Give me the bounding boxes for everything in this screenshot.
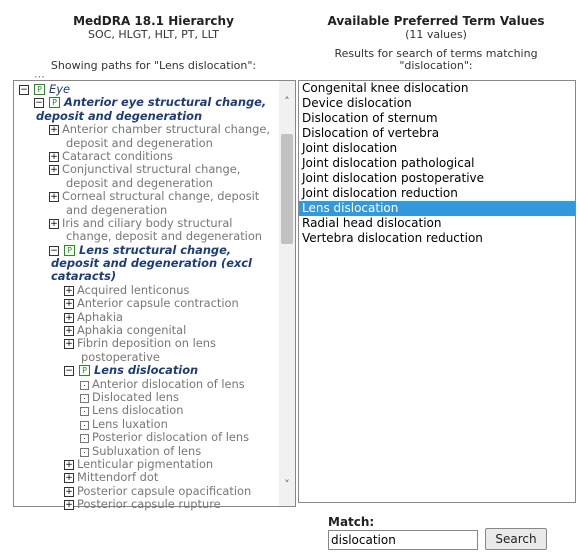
tree-row[interactable] [14,123,279,136]
expand-icon[interactable]: + [50,151,58,162]
hierarchy-tree-panel[interactable] [13,70,296,512]
primary-path-badge: P [64,245,75,256]
tree-row [14,270,279,283]
expand-icon[interactable]: + [65,500,73,511]
tree-node-label: deposit and degeneration [66,175,213,190]
tree-node-label: cataracts) [51,269,117,284]
scroll-thumb[interactable] [281,134,293,244]
tree-row[interactable] [14,337,279,350]
collapse-icon[interactable]: − [50,245,58,256]
tree-node-label[interactable]: Corneal structural change, deposit [62,189,260,204]
tree-node-label[interactable]: Anterior dislocation of lens [92,376,245,391]
tree-row[interactable] [14,96,279,109]
tree-node-label[interactable]: Aphakia [77,309,123,324]
tree-node-label[interactable]: Lens luxation [92,416,168,431]
search-button[interactable]: Search [485,528,547,550]
list-item[interactable]: Dislocation of vertebra [302,126,440,140]
expand-icon[interactable]: + [65,285,73,296]
primary-path-badge: P [79,365,90,376]
tree-node-label: deposit and degeneration (excl [51,256,252,271]
expand-icon[interactable]: + [50,218,58,229]
tree-node-label[interactable]: Conjunctival structural change, [62,162,241,177]
tree-node-label[interactable]: Posterior capsule opacification [77,483,252,498]
tree-row[interactable] [14,163,279,176]
tree-node-label[interactable]: Subluxation of lens [92,443,202,458]
tree-row[interactable] [14,471,279,484]
hierarchy-subtitle: SOC, HLGT, HLT, PT, LLT [88,28,219,41]
tree-row[interactable] [14,190,279,203]
tree-node-label[interactable]: Anterior chamber structural change, [62,122,270,137]
preferred-terms-list[interactable] [298,80,576,503]
tree-node-label: postoperative [81,349,160,364]
list-item[interactable]: Joint dislocation reduction [302,186,458,200]
tree-row[interactable] [14,404,279,417]
tree-row[interactable] [14,391,279,404]
hierarchy-title: MedDRA 18.1 Hierarchy [73,14,234,28]
tree-row[interactable] [14,284,279,297]
expand-icon[interactable]: + [50,165,58,176]
tree-row[interactable] [14,83,279,96]
chevron-up-icon[interactable]: ˄ [284,95,290,108]
collapse-icon[interactable]: − [65,366,73,377]
tree-row [14,110,279,123]
tree-node-label[interactable]: Dislocated lens [92,389,179,404]
list-item[interactable]: Joint dislocation [302,141,398,155]
tree-row[interactable] [14,297,279,310]
tree-row [14,137,279,150]
list-item[interactable]: Dislocation of sternum [302,111,438,125]
list-item[interactable]: Vertebra dislocation reduction [302,231,483,245]
tree-row[interactable] [14,217,279,230]
tree-node-label: deposit and degeneration [66,135,213,150]
tree-node-label: deposit and degeneration [36,108,203,123]
tree-node-label[interactable]: Lenticular pigmentation [77,456,214,471]
list-item[interactable]: Congenital knee dislocation [302,81,469,95]
tree-row[interactable] [14,498,279,511]
tree-row[interactable] [14,445,279,458]
chevron-down-icon[interactable]: ˅ [284,478,290,491]
tree-row [14,204,279,217]
tree-node-label[interactable]: Lens dislocation [92,403,184,418]
expand-icon[interactable]: + [65,312,73,323]
tree-row [14,351,279,364]
tree-scrollbar[interactable] [279,81,295,506]
tree-row[interactable] [14,150,279,163]
leaf-term-icon [80,421,89,430]
hierarchy-tree [14,70,279,512]
expand-icon[interactable]: + [65,339,73,350]
tree-node-label[interactable]: Lens structural change, [79,242,232,257]
tree-node-label[interactable]: Eye [49,82,70,96]
expand-icon[interactable]: + [50,192,58,203]
expand-icon[interactable]: + [65,459,73,470]
match-label: Match: [328,515,375,529]
tree-node-label[interactable]: Mittendorf dot [77,470,159,485]
tree-row[interactable] [14,324,279,337]
leaf-term-icon [80,434,89,443]
leaf-term-icon [80,407,89,416]
leaf-term-icon [80,394,89,403]
results-text-line2: "dislocation": [399,59,473,72]
values-count: (11 values) [405,28,467,41]
list-item[interactable]: Device dislocation [302,96,412,110]
tree-node-label[interactable]: Aphakia congenital [77,323,187,338]
tree-row[interactable] [14,244,279,257]
tree-row[interactable] [14,364,279,377]
tree-node-label[interactable]: Anterior capsule contraction [77,296,239,311]
list-item[interactable]: Radial head dislocation [302,216,442,230]
tree-row [14,230,279,243]
tree-top-cut: ··· [34,70,45,84]
expand-icon[interactable]: + [50,125,58,136]
leaf-term-icon [80,448,89,457]
tree-node-label[interactable]: Iris and ciliary body structural [62,215,233,230]
showing-paths-text: Showing paths for "Lens dislocation": [50,59,257,72]
tree-row[interactable] [14,458,279,471]
tree-node-label[interactable]: Acquired lenticonus [77,282,190,297]
tree-row[interactable] [14,485,279,498]
tree-node-label[interactable]: Posterior dislocation of lens [92,430,250,445]
tree-row[interactable] [14,418,279,431]
collapse-icon[interactable]: − [35,98,43,109]
list-item[interactable]: Lens dislocation [299,201,575,216]
tree-row[interactable] [14,431,279,444]
tree-row [14,257,279,270]
tree-row[interactable] [14,378,279,391]
match-input[interactable] [328,530,478,550]
tree-node-label: change, deposit and degeneration [66,229,263,244]
expand-icon[interactable]: + [65,473,73,484]
expand-icon[interactable]: + [65,299,73,310]
results-text-line1: Results for search of terms matching [334,47,538,60]
tree-node-label[interactable]: Posterior capsule rupture [77,497,221,512]
tree-node-label[interactable]: Cataract conditions [62,148,173,163]
leaf-term-icon [80,381,89,390]
tree-node-label: and degeneration [66,202,168,217]
expand-icon[interactable]: + [65,486,73,497]
list-item[interactable]: Joint dislocation postoperative [302,171,485,185]
tree-node-label[interactable]: Anterior eye structural change, [64,95,267,110]
tree-row[interactable] [14,311,279,324]
tree-row [14,177,279,190]
list-item[interactable]: Joint dislocation pathological [302,156,475,170]
primary-path-badge: P [49,97,60,108]
collapse-icon[interactable]: − [20,85,28,95]
primary-path-badge: P [34,84,45,95]
available-values-title: Available Preferred Term Values [327,14,545,28]
tree-node-label[interactable]: Lens dislocation [94,363,199,378]
expand-icon[interactable]: + [65,326,73,337]
tree-node-label[interactable]: Fibrin deposition on lens [77,336,216,351]
